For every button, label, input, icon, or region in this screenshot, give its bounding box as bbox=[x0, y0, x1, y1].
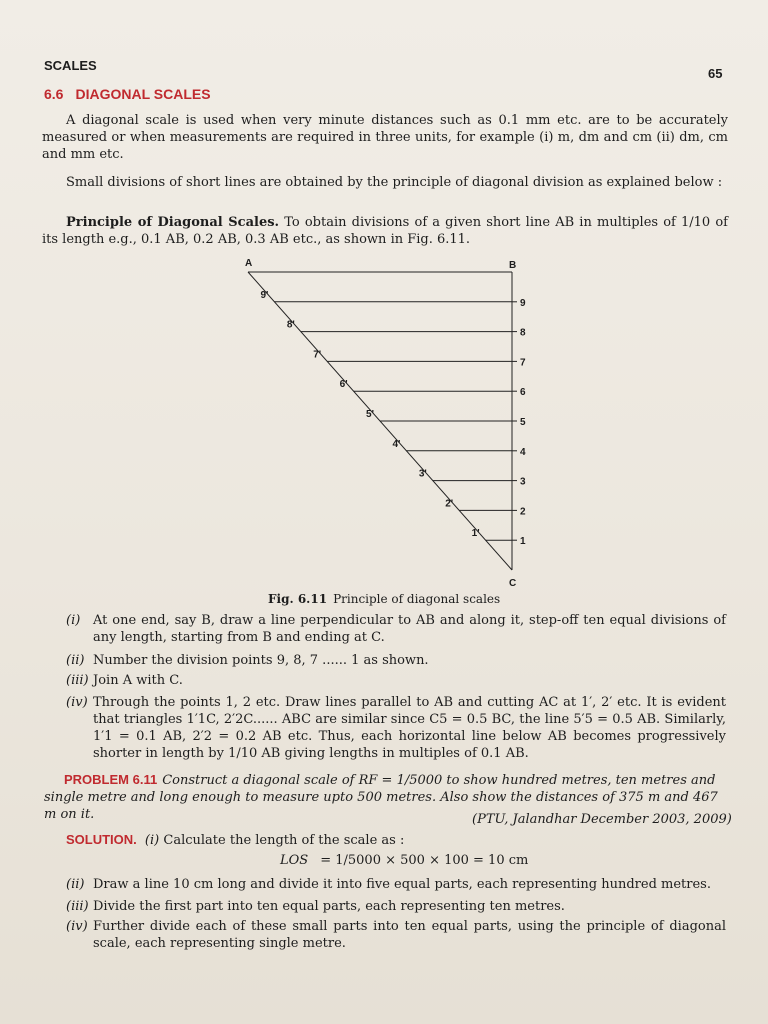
step-4 bbox=[66, 694, 726, 762]
solution-step-4 bbox=[66, 918, 726, 952]
step-label: (iv) bbox=[66, 695, 88, 710]
diagonal-point-label: 8' bbox=[286, 319, 295, 331]
diagonal-point-label: 9' bbox=[260, 289, 269, 301]
diagonal-point-label: 4' bbox=[392, 438, 401, 450]
solution-step-2 bbox=[66, 876, 726, 893]
step-text: Through the points 1, 2 etc. Draw lines parallel to AB and cutting AC at 1′, 2′ etc. It is evident that triangles 1′1C, 2′2C...... ABC are similar since C5 = 0.5 BC, the line 5′5 = 0.5 AB. Similarly, 1′1 = 0.1 AB, 2′2 = 0.2 AB etc. Thus, each horizontal line below AB becomes progressively shorter in length by 1/10 AB giving lengths in multiples of 0.1 AB. bbox=[93, 695, 726, 761]
diagonal-point-label: 5' bbox=[366, 409, 374, 420]
division-label: 4 bbox=[520, 446, 526, 458]
section-title: DIAGONAL SCALES bbox=[75, 86, 211, 102]
problem-text: Construct a diagonal scale of RF = 1/5000 to show hundred metres, ten metres and single metre and long enough to measure upto 500 metres. Also show the distances of 375 m and 467 m on it. bbox=[44, 773, 718, 822]
step-text: Divide the first part into ten equal parts, each representing ten metres. bbox=[93, 899, 565, 914]
formula-lhs: LOS bbox=[280, 853, 309, 868]
diagonal-point-label: 3' bbox=[418, 468, 427, 480]
step-text: Join A with C. bbox=[93, 673, 183, 688]
step-label: (ii) bbox=[66, 877, 85, 892]
principle-heading: Principle of Diagonal Scales. bbox=[66, 215, 280, 230]
step-3 bbox=[66, 672, 726, 689]
step-label: (i) bbox=[66, 613, 81, 628]
division-label: 1 bbox=[520, 536, 526, 548]
point-a-label: A bbox=[245, 258, 253, 269]
step-2 bbox=[66, 652, 726, 669]
figure-number: Fig. 6.11 bbox=[268, 592, 328, 606]
formula-rhs: = 1/5000 × 500 × 100 = 10 cm bbox=[320, 853, 529, 868]
step-text: Draw a line 10 cm long and divide it into five equal parts, each representing hundred metres. bbox=[93, 877, 711, 892]
diagonal-point-label: 6' bbox=[339, 379, 348, 391]
diagonal-point-label: 1' bbox=[471, 528, 480, 540]
division-label: 9 bbox=[520, 297, 526, 309]
running-header: SCALES bbox=[44, 58, 97, 73]
division-label: 6 bbox=[520, 387, 526, 399]
formula bbox=[280, 853, 528, 868]
point-c-label: C bbox=[509, 578, 517, 589]
figure-caption-text: Principle of diagonal scales bbox=[333, 592, 501, 606]
step-label: (ii) bbox=[66, 653, 85, 668]
paragraph-intro: A diagonal scale is used when very minute distances such as 0.1 mm etc. are to be accurately measured or when measurements are required in three units, for example (i) m, dm and cm (ii) dm, cm and mm etc. bbox=[42, 113, 728, 162]
division-label: 5 bbox=[520, 417, 526, 428]
paragraph-small-divisions: Small divisions of short lines are obtained by the principle of diagonal division as explained below : bbox=[66, 175, 723, 190]
diagonal-point-label: 2' bbox=[445, 498, 454, 510]
figure-caption bbox=[268, 592, 500, 606]
page-number: 65 bbox=[708, 66, 723, 81]
division-label: 2 bbox=[520, 506, 526, 518]
diagonal-point-label: 7' bbox=[313, 349, 322, 361]
solution-label: SOLUTION. bbox=[66, 832, 137, 847]
section-number: 6.6 bbox=[44, 86, 64, 102]
principle-text: To obtain divisions of a given short line AB in multiples of 1/10 of its length e.g., 0.1 AB, 0.2 AB, 0.3 AB etc., as shown in Fig. 6.11. bbox=[42, 215, 728, 247]
solution-heading bbox=[66, 832, 404, 848]
division-label: 3 bbox=[520, 476, 526, 488]
solution-step-label: (i) bbox=[144, 833, 160, 848]
step-text: At one end, say B, draw a line perpendicular to AB and along it, step-off ten equal divisions of any length, starting from B and ending at C. bbox=[93, 613, 726, 645]
step-text: Further divide each of these small parts into ten equal parts, using the principle of diagonal scale, each representing single metre. bbox=[93, 919, 726, 951]
solution-step-text: Calculate the length of the scale as : bbox=[163, 833, 405, 848]
division-label: 8 bbox=[520, 327, 526, 339]
solution-step-3 bbox=[66, 898, 726, 915]
problem-citation: (PTU, Jalandhar December 2003, 2009) bbox=[472, 812, 732, 827]
step-1 bbox=[66, 612, 726, 646]
division-label: 7 bbox=[520, 357, 526, 369]
point-b-label: B bbox=[509, 260, 517, 271]
step-label: (iii) bbox=[66, 673, 89, 688]
step-text: Number the division points 9, 8, 7 ...... 1 as shown. bbox=[93, 653, 429, 668]
step-label: (iv) bbox=[66, 919, 88, 934]
problem-label: PROBLEM 6.11 bbox=[64, 772, 158, 787]
step-label: (iii) bbox=[66, 899, 89, 914]
